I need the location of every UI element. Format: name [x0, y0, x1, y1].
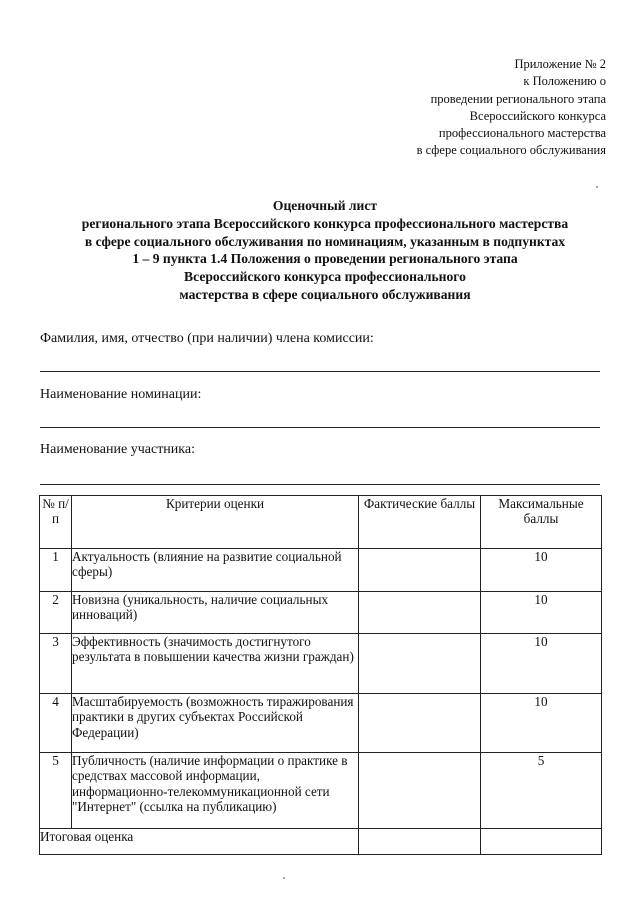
table-header-row [40, 496, 602, 549]
appendix-line: Приложение № 2 [514, 57, 606, 71]
total-label: Итоговая оценка [40, 829, 359, 855]
table-row [40, 549, 602, 592]
row-number: 4 [40, 694, 72, 753]
header-criteria: Критерии оценки [72, 496, 359, 549]
appendix-note [417, 56, 606, 160]
row-criterion: Новизна (уникальность, наличие социальных инноваций) [72, 592, 359, 634]
title-line: в сфере социального обслуживания по номинациям, указанным в подпунктах [84, 233, 566, 249]
participant-line[interactable] [40, 484, 600, 485]
header-num: № п/п [40, 496, 72, 549]
actual-score-cell[interactable] [359, 592, 481, 634]
title-line: мастерства в сфере социального обслуживания [179, 286, 471, 302]
scan-speck [283, 877, 285, 879]
row-criterion: Эффективность (значимость достигнутого результата в повышении качества жизни граждан) [72, 634, 359, 694]
header-actual-score: Фактические баллы [359, 496, 481, 549]
max-score-cell: 10 [481, 592, 602, 634]
table-row [40, 592, 602, 634]
appendix-line: в сфере социального обслуживания [416, 143, 606, 158]
title-line: регионального этапа Всероссийского конкурса профессионального мастерства [81, 215, 569, 231]
row-criterion: Публичность (наличие информации о практике в средствах массовой информации, информационно-телекоммуникационной сети "Интернет" (ссылка на публикацию) [72, 753, 359, 829]
title-line: 1 – 9 пункта 1.4 Положения о проведении регионального этапа [132, 251, 518, 267]
evaluation-table [39, 495, 602, 855]
header-max-score: Максимальные баллы [481, 496, 602, 549]
actual-score-cell[interactable] [359, 549, 481, 592]
row-number: 2 [40, 592, 72, 634]
row-number: 5 [40, 753, 72, 829]
table-row [40, 753, 602, 829]
total-actual-score-cell[interactable] [359, 829, 481, 855]
scan-speck [596, 186, 598, 188]
table-row [40, 694, 602, 753]
commission-member-label: Фамилия, имя, отчество (при наличии) члена комиссии: [40, 331, 374, 346]
actual-score-cell[interactable] [359, 634, 481, 694]
max-score-cell: 10 [481, 549, 602, 592]
nomination-label: Наименование номинации: [40, 387, 202, 402]
nomination-line[interactable] [40, 427, 600, 428]
max-score-cell: 5 [481, 753, 602, 829]
actual-score-cell[interactable] [359, 694, 481, 753]
actual-score-cell[interactable] [359, 753, 481, 829]
row-number: 3 [40, 634, 72, 694]
document-title [30, 197, 620, 304]
appendix-line: профессионального мастерства [438, 126, 606, 141]
commission-member-line[interactable] [40, 371, 600, 372]
max-score-cell: 10 [481, 694, 602, 753]
total-row [40, 829, 602, 855]
row-criterion: Масштабируемость (возможность тиражирования практики в других субъектах Российской Федерации) [72, 694, 359, 753]
appendix-line: к Положению о [523, 74, 606, 89]
total-max-score-cell[interactable] [481, 829, 602, 855]
participant-label: Наименование участника: [40, 442, 195, 457]
appendix-line: проведении регионального этапа [430, 91, 606, 106]
title-line: Оценочный лист [272, 198, 378, 213]
max-score-cell: 10 [481, 634, 602, 694]
row-criterion: Актуальность (влияние на развитие социальной сферы) [72, 549, 359, 592]
row-number: 1 [40, 549, 72, 592]
table-row [40, 634, 602, 694]
title-line: Всероссийского конкурса профессионального [184, 269, 466, 285]
appendix-line: Всероссийского конкурса [469, 108, 606, 123]
